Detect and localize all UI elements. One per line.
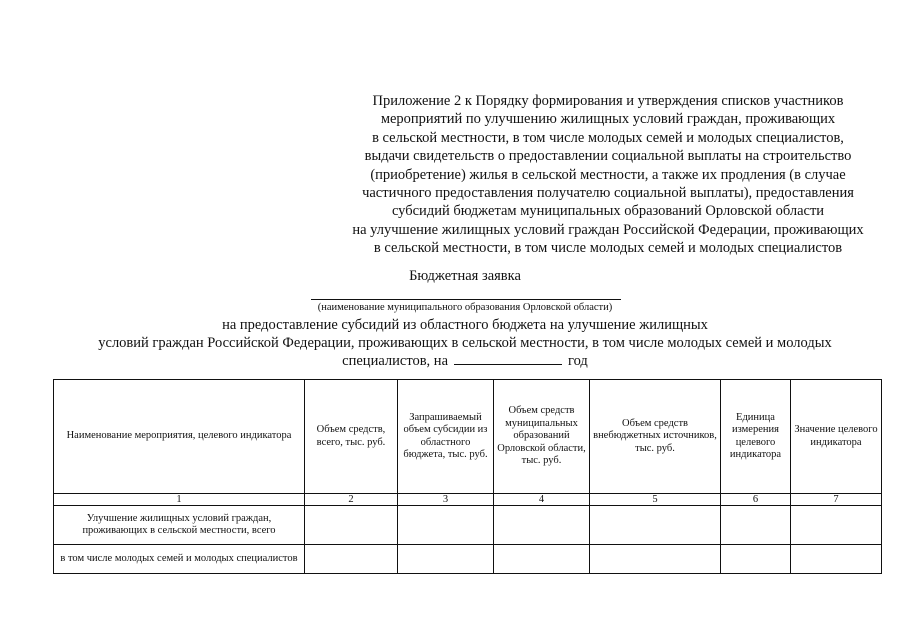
table-cell: [590, 506, 721, 545]
column-number: 3: [398, 494, 494, 506]
table-header-row: [54, 380, 882, 494]
header-cell: Объем средств муниципальных образований Орловской области, тыс. руб.: [494, 380, 590, 494]
table-cell: [721, 506, 791, 545]
row-label: Улучшение жилищных условий граждан, проживающих в сельской местности, всего: [54, 506, 305, 545]
header-cell: Объем средств, всего, тыс. руб.: [305, 380, 398, 494]
appendix-line: в сельской местности, в том числе молодых семей и молодых специалистов: [373, 240, 843, 257]
appendix-line: в сельской местности, в том числе молодых семей и молодых специалистов,: [372, 129, 844, 146]
header-cell: Объем средств внебюджетных источников, тыс. руб.: [590, 380, 721, 494]
table-cell: [398, 545, 494, 574]
header-cell: Значение целевого индикатора: [791, 380, 882, 494]
table-cell: [494, 545, 590, 574]
table-cell: [590, 545, 721, 574]
budget-table: [53, 379, 882, 574]
appendix-line: частичного предоставления получателю социальной выплаты), предоставления: [362, 185, 854, 202]
municipality-name-line: [311, 299, 621, 300]
purpose-line: [40, 352, 890, 371]
purpose-line-start: специалистов, на: [342, 353, 449, 369]
table-cell: [791, 506, 882, 545]
purpose-line-end: год: [568, 353, 588, 369]
table-cell: [791, 545, 882, 574]
appendix-line: выдачи свидетельств о предоставлении социальной выплаты на строительство: [364, 148, 852, 165]
purpose-line: на предоставление субсидий из областного бюджета на улучшение жилищных: [222, 317, 708, 333]
table-cell: [494, 506, 590, 545]
table-cell: [721, 545, 791, 574]
column-number: 5: [590, 494, 721, 506]
table-row: [54, 545, 882, 574]
document-title: Бюджетная заявка: [409, 268, 521, 284]
table-row: [54, 506, 882, 545]
table-cell: [398, 506, 494, 545]
municipality-name-caption: (наименование муниципального образования Орловской области): [317, 302, 613, 313]
year-blank-line: [454, 352, 562, 365]
column-number: 4: [494, 494, 590, 506]
appendix-line: мероприятий по улучшению жилищных условий граждан, проживающих: [380, 111, 836, 128]
column-number: 1: [54, 494, 305, 506]
appendix-line: (приобретение) жилья в сельской местности, а также их продления (в случае: [370, 166, 846, 183]
appendix-heading: [318, 92, 898, 258]
appendix-line: субсидий бюджетам муниципальных образований Орловской области: [391, 203, 825, 220]
appendix-line: Приложение 2 к Порядку формирования и утверждения списков участников: [372, 93, 844, 109]
table-cell: [305, 545, 398, 574]
purpose-line: условий граждан Российской Федерации, проживающих в сельской местности, в том числе молодых семей и молодых: [98, 334, 832, 351]
column-number: 2: [305, 494, 398, 506]
header-cell: Единица измерения целевого индикатора: [721, 380, 791, 494]
row-label: в том числе молодых семей и молодых специалистов: [54, 545, 305, 574]
appendix-line: на улучшение жилищных условий граждан Российской Федерации, проживающих: [352, 221, 864, 238]
column-number: 7: [791, 494, 882, 506]
table-cell: [305, 506, 398, 545]
column-number: 6: [721, 494, 791, 506]
purpose-text: [40, 317, 890, 371]
header-cell: Наименование мероприятия, целевого индикатора: [54, 380, 305, 494]
column-number-row: [54, 494, 882, 506]
header-cell: Запрашиваемый объем субсидии из областного бюджета, тыс. руб.: [398, 380, 494, 494]
